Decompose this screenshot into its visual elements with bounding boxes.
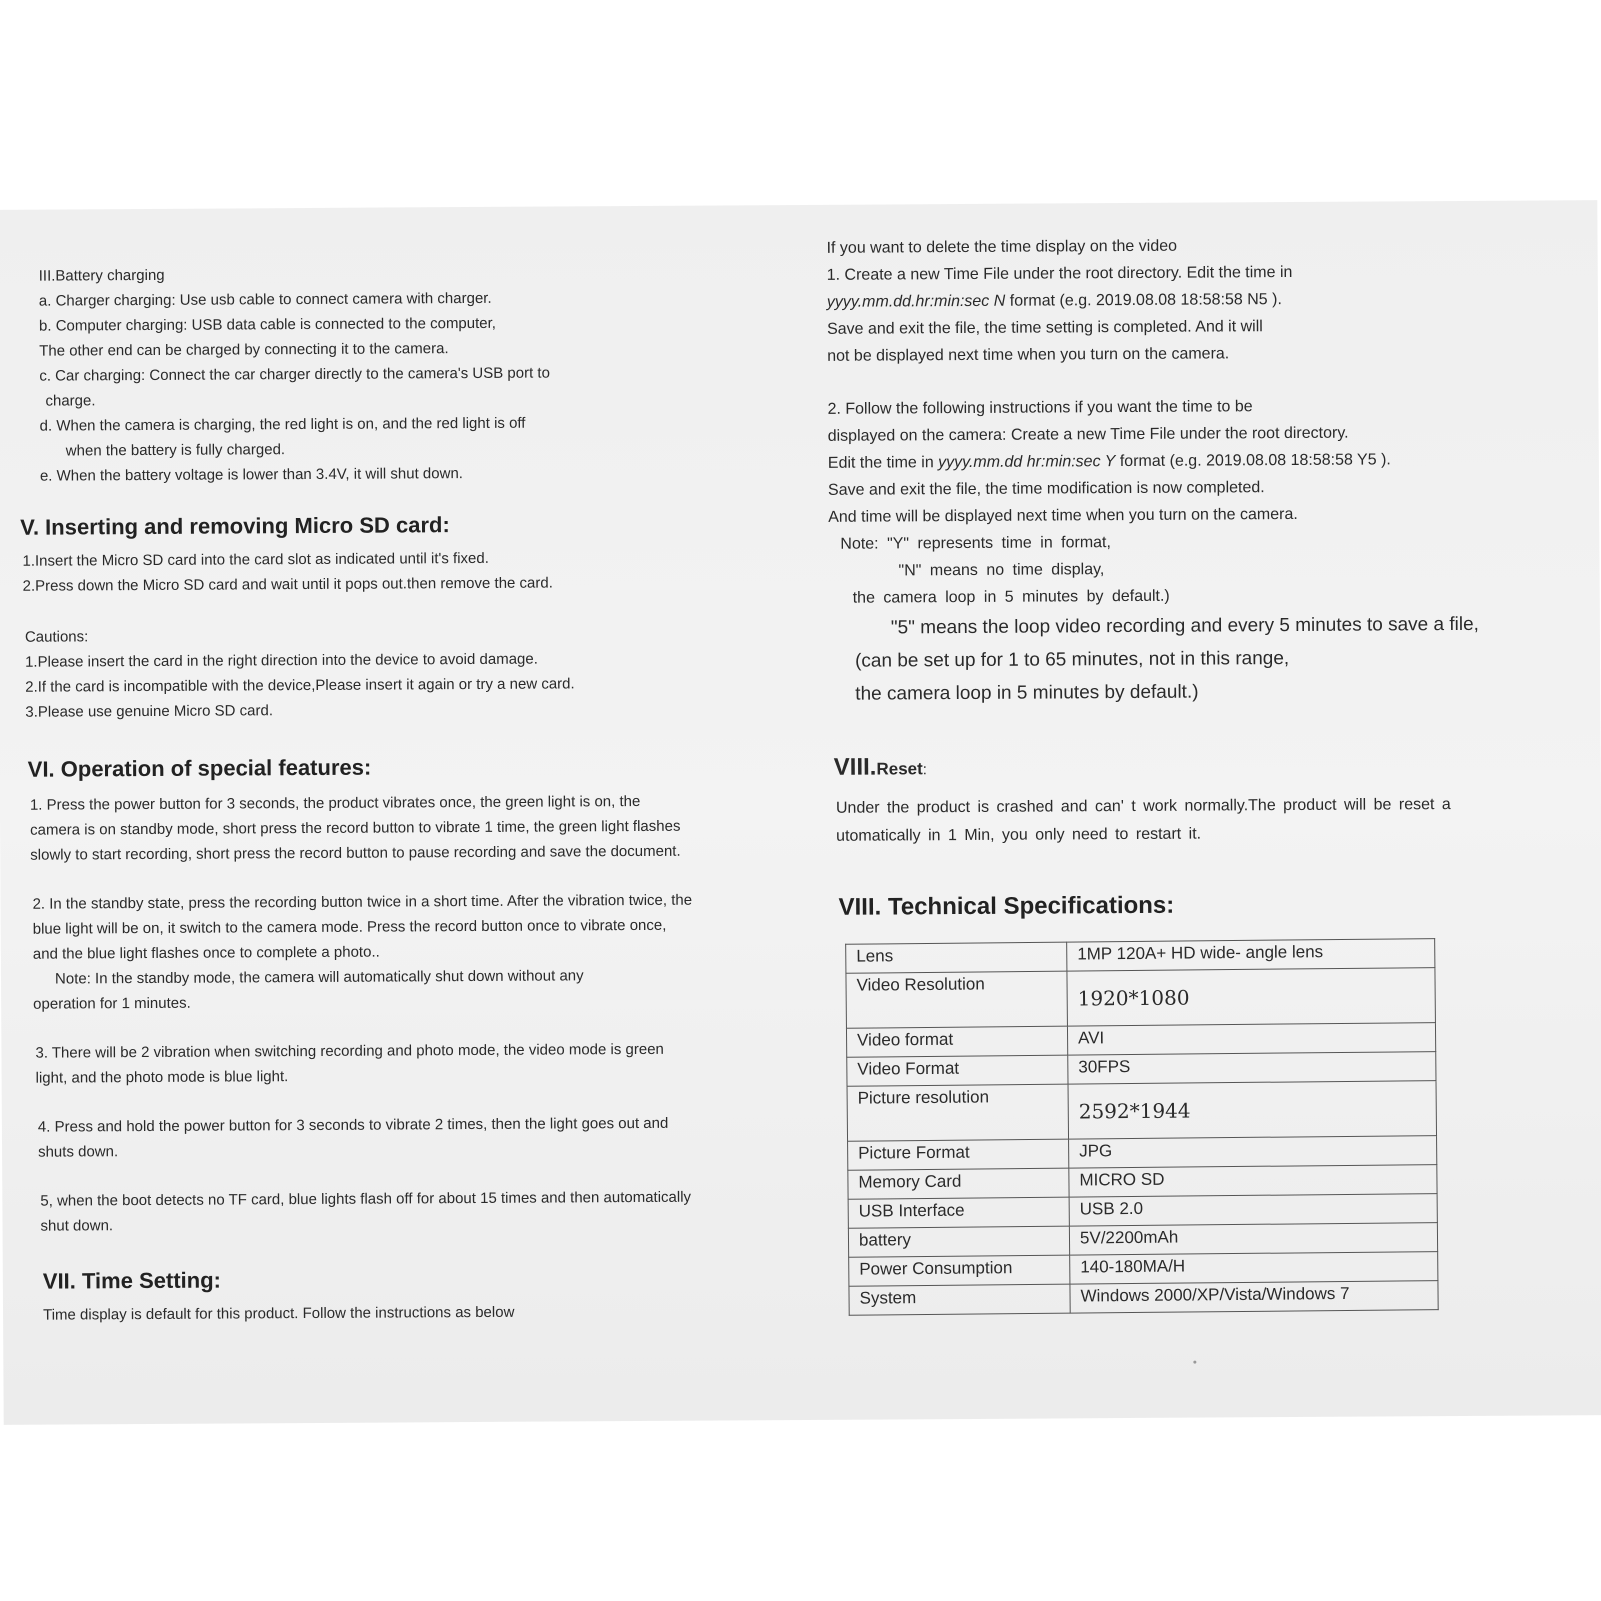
reset-title-colon: : bbox=[922, 761, 927, 779]
spec-section-title: VIII. Technical Specifications: bbox=[838, 891, 1175, 921]
spec-key: System bbox=[849, 1284, 1070, 1315]
spec-value: 2592*1944 bbox=[1068, 1081, 1437, 1140]
note-line-4: "5" means the loop video recording and every 5 minutes to save a file, bbox=[890, 613, 1479, 639]
delete-format-code: yyyy.mm.dd.hr:min:sec N bbox=[826, 292, 1006, 311]
delete-step-2: Save and exit the file, the time setting is completed. And it will bbox=[826, 318, 1263, 338]
ops-step-5: 5, when the boot detects no TF card, blue lights flash off for about 15 times and then automatically shut down. bbox=[40, 1188, 692, 1235]
delete-format-example: format (e.g. 2019.08.08 18:58:58 N5 ). bbox=[1005, 291, 1282, 310]
reset-title-word: Reset bbox=[876, 759, 923, 779]
spec-value: JPG bbox=[1069, 1136, 1437, 1169]
caution-2: 2.If the card is incompatible with the device,Please insert it again or try a new card. bbox=[25, 675, 575, 696]
spec-key: Memory Card bbox=[848, 1168, 1069, 1199]
note-line-6: the camera loop in 5 minutes by default.) bbox=[855, 681, 1199, 705]
show-step-4: Save and exit the file, the time modification is now completed. bbox=[827, 479, 1265, 499]
reset-text-2: utomatically in 1 Min, you only need to restart it. bbox=[836, 825, 1202, 845]
sd-step-2: 2.Press down the Micro SD card and wait until it pops out.then remove the card. bbox=[22, 574, 553, 595]
battery-item-d: d. When the camera is charging, the red light is on, and the red light is off bbox=[39, 414, 526, 435]
spec-value: 5V/2200mAh bbox=[1069, 1223, 1437, 1256]
delete-step-1: 1. Create a new Time File under the root directory. Edit the time in bbox=[826, 263, 1293, 284]
cautions-title: Cautions: bbox=[24, 628, 89, 646]
spec-value: Windows 2000/XP/Vista/Windows 7 bbox=[1070, 1281, 1438, 1314]
ops-step-4: 4. Press and hold the power button for 3 seconds to vibrate 2 times, then the light goes out and shuts down. bbox=[37, 1114, 669, 1161]
spec-key: Video Resolution bbox=[846, 971, 1068, 1028]
battery-item-c: c. Car charging: Connect the car charger directly to the camera's USB port to bbox=[39, 364, 550, 385]
battery-title: III.Battery charging bbox=[38, 266, 165, 285]
spec-key: Picture resolution bbox=[847, 1084, 1069, 1141]
spec-key: USB Interface bbox=[848, 1197, 1069, 1228]
delete-intro: If you want to delete the time display on the video bbox=[826, 237, 1178, 257]
ops-step-1: 1. Press the power button for 3 seconds, the product vibrates once, the green light is on, the camera is on standby mode, short press the record button to vibrate 1 time, the green light flashes slowly to start recording, short press the record button to pause recording and save the document. bbox=[29, 792, 681, 864]
ops-step-2-note-cont: operation for 1 minutes. bbox=[33, 994, 191, 1013]
print-speck bbox=[1193, 1361, 1196, 1364]
show-step-2: displayed on the camera: Create a new Time File under the root directory. bbox=[827, 424, 1349, 445]
battery-item-a: a. Charger charging: Use usb cable to connect camera with charger. bbox=[38, 289, 492, 310]
show-format-code: yyyy.mm.dd hr:min:sec Y bbox=[938, 453, 1116, 472]
spec-row bbox=[847, 1081, 1437, 1142]
ops-step-3: 3. There will be 2 vibration when switching recording and photo mode, the video mode is green light, and the photo mode is blue light. bbox=[35, 1040, 664, 1087]
note-line-1: Note: "Y" represents time in format, bbox=[840, 534, 1111, 553]
manual-page bbox=[0, 200, 1601, 1425]
battery-item-c-cont: charge. bbox=[45, 392, 96, 410]
spec-key: Video Format bbox=[847, 1055, 1068, 1086]
ops-step-2: 2. In the standby state, press the recording button twice in a short time. After the vibration twice, the blue light will be on, it switch to the camera mode. Press the record button once to vibrate once, and the blue light flashes once to complete a photo.. bbox=[32, 891, 693, 963]
battery-item-b-cont: The other end can be charged by connecting it to the camera. bbox=[39, 340, 449, 360]
spec-key: Picture Format bbox=[848, 1139, 1069, 1170]
spec-value: 1920*1080 bbox=[1067, 968, 1436, 1027]
spec-key: Lens bbox=[846, 942, 1067, 973]
show-format-example: format (e.g. 2019.08.08 18:58:58 Y5 ). bbox=[1115, 451, 1391, 471]
show-step-5: And time will be displayed next time when you turn on the camera. bbox=[828, 505, 1298, 526]
spec-value: 1MP 120A+ HD wide- angle lens bbox=[1067, 939, 1435, 972]
right-column bbox=[826, 230, 1575, 923]
ops-section-title: VI. Operation of special features: bbox=[27, 754, 372, 782]
spec-table-body bbox=[846, 939, 1439, 1316]
note-line-3: the camera loop in 5 minutes by default.) bbox=[852, 587, 1170, 607]
reset-title-number: VIII. bbox=[833, 753, 877, 781]
battery-item-b: b. Computer charging: USB data cable is connected to the computer, bbox=[38, 314, 496, 335]
show-format-lead: Edit the time in bbox=[827, 454, 939, 472]
left-column bbox=[20, 260, 695, 1328]
time-section-title: VII. Time Setting: bbox=[42, 1267, 221, 1294]
show-step-1: 2. Follow the following instructions if you want the time to be bbox=[827, 398, 1253, 418]
sd-step-1: 1.Insert the Micro SD card into the card slot as indicated until it's fixed. bbox=[22, 549, 489, 570]
spec-value: AVI bbox=[1067, 1023, 1435, 1056]
spec-value: MICRO SD bbox=[1069, 1165, 1437, 1198]
spec-value: 140-180MA/H bbox=[1070, 1252, 1438, 1285]
note-line-2: "N" means no time display, bbox=[898, 561, 1105, 580]
delete-step-3: not be displayed next time when you turn on the camera. bbox=[827, 345, 1230, 365]
spec-table bbox=[845, 938, 1439, 1316]
battery-item-d-cont: when the battery is fully charged. bbox=[65, 441, 286, 460]
reset-section-title bbox=[834, 750, 1575, 783]
spec-row bbox=[846, 968, 1436, 1029]
time-intro: Time display is default for this product. Follow the instructions as below bbox=[43, 1303, 515, 1324]
sd-section-title: V. Inserting and removing Micro SD card: bbox=[20, 512, 450, 540]
spec-key: Power Consumption bbox=[849, 1255, 1070, 1286]
spec-value: 30FPS bbox=[1068, 1052, 1436, 1085]
ops-step-2-note: Note: In the standby mode, the camera will automatically shut down without any bbox=[54, 967, 584, 988]
caution-1: 1.Please insert the card in the right direction into the device to avoid damage. bbox=[25, 650, 538, 671]
reset-text-1: Under the product is crashed and can' t work normally.The product will be reset a bbox=[835, 796, 1451, 817]
battery-item-e: e. When the battery voltage is lower than 3.4V, it will shut down. bbox=[39, 465, 463, 485]
caution-3: 3.Please use genuine Micro SD card. bbox=[25, 702, 274, 721]
spec-row bbox=[849, 1281, 1438, 1316]
spec-key: Video format bbox=[846, 1026, 1067, 1057]
note-line-5: (can be set up for 1 to 65 minutes, not in this range, bbox=[855, 648, 1290, 672]
spec-value: USB 2.0 bbox=[1069, 1194, 1437, 1227]
spec-key: battery bbox=[848, 1226, 1069, 1257]
